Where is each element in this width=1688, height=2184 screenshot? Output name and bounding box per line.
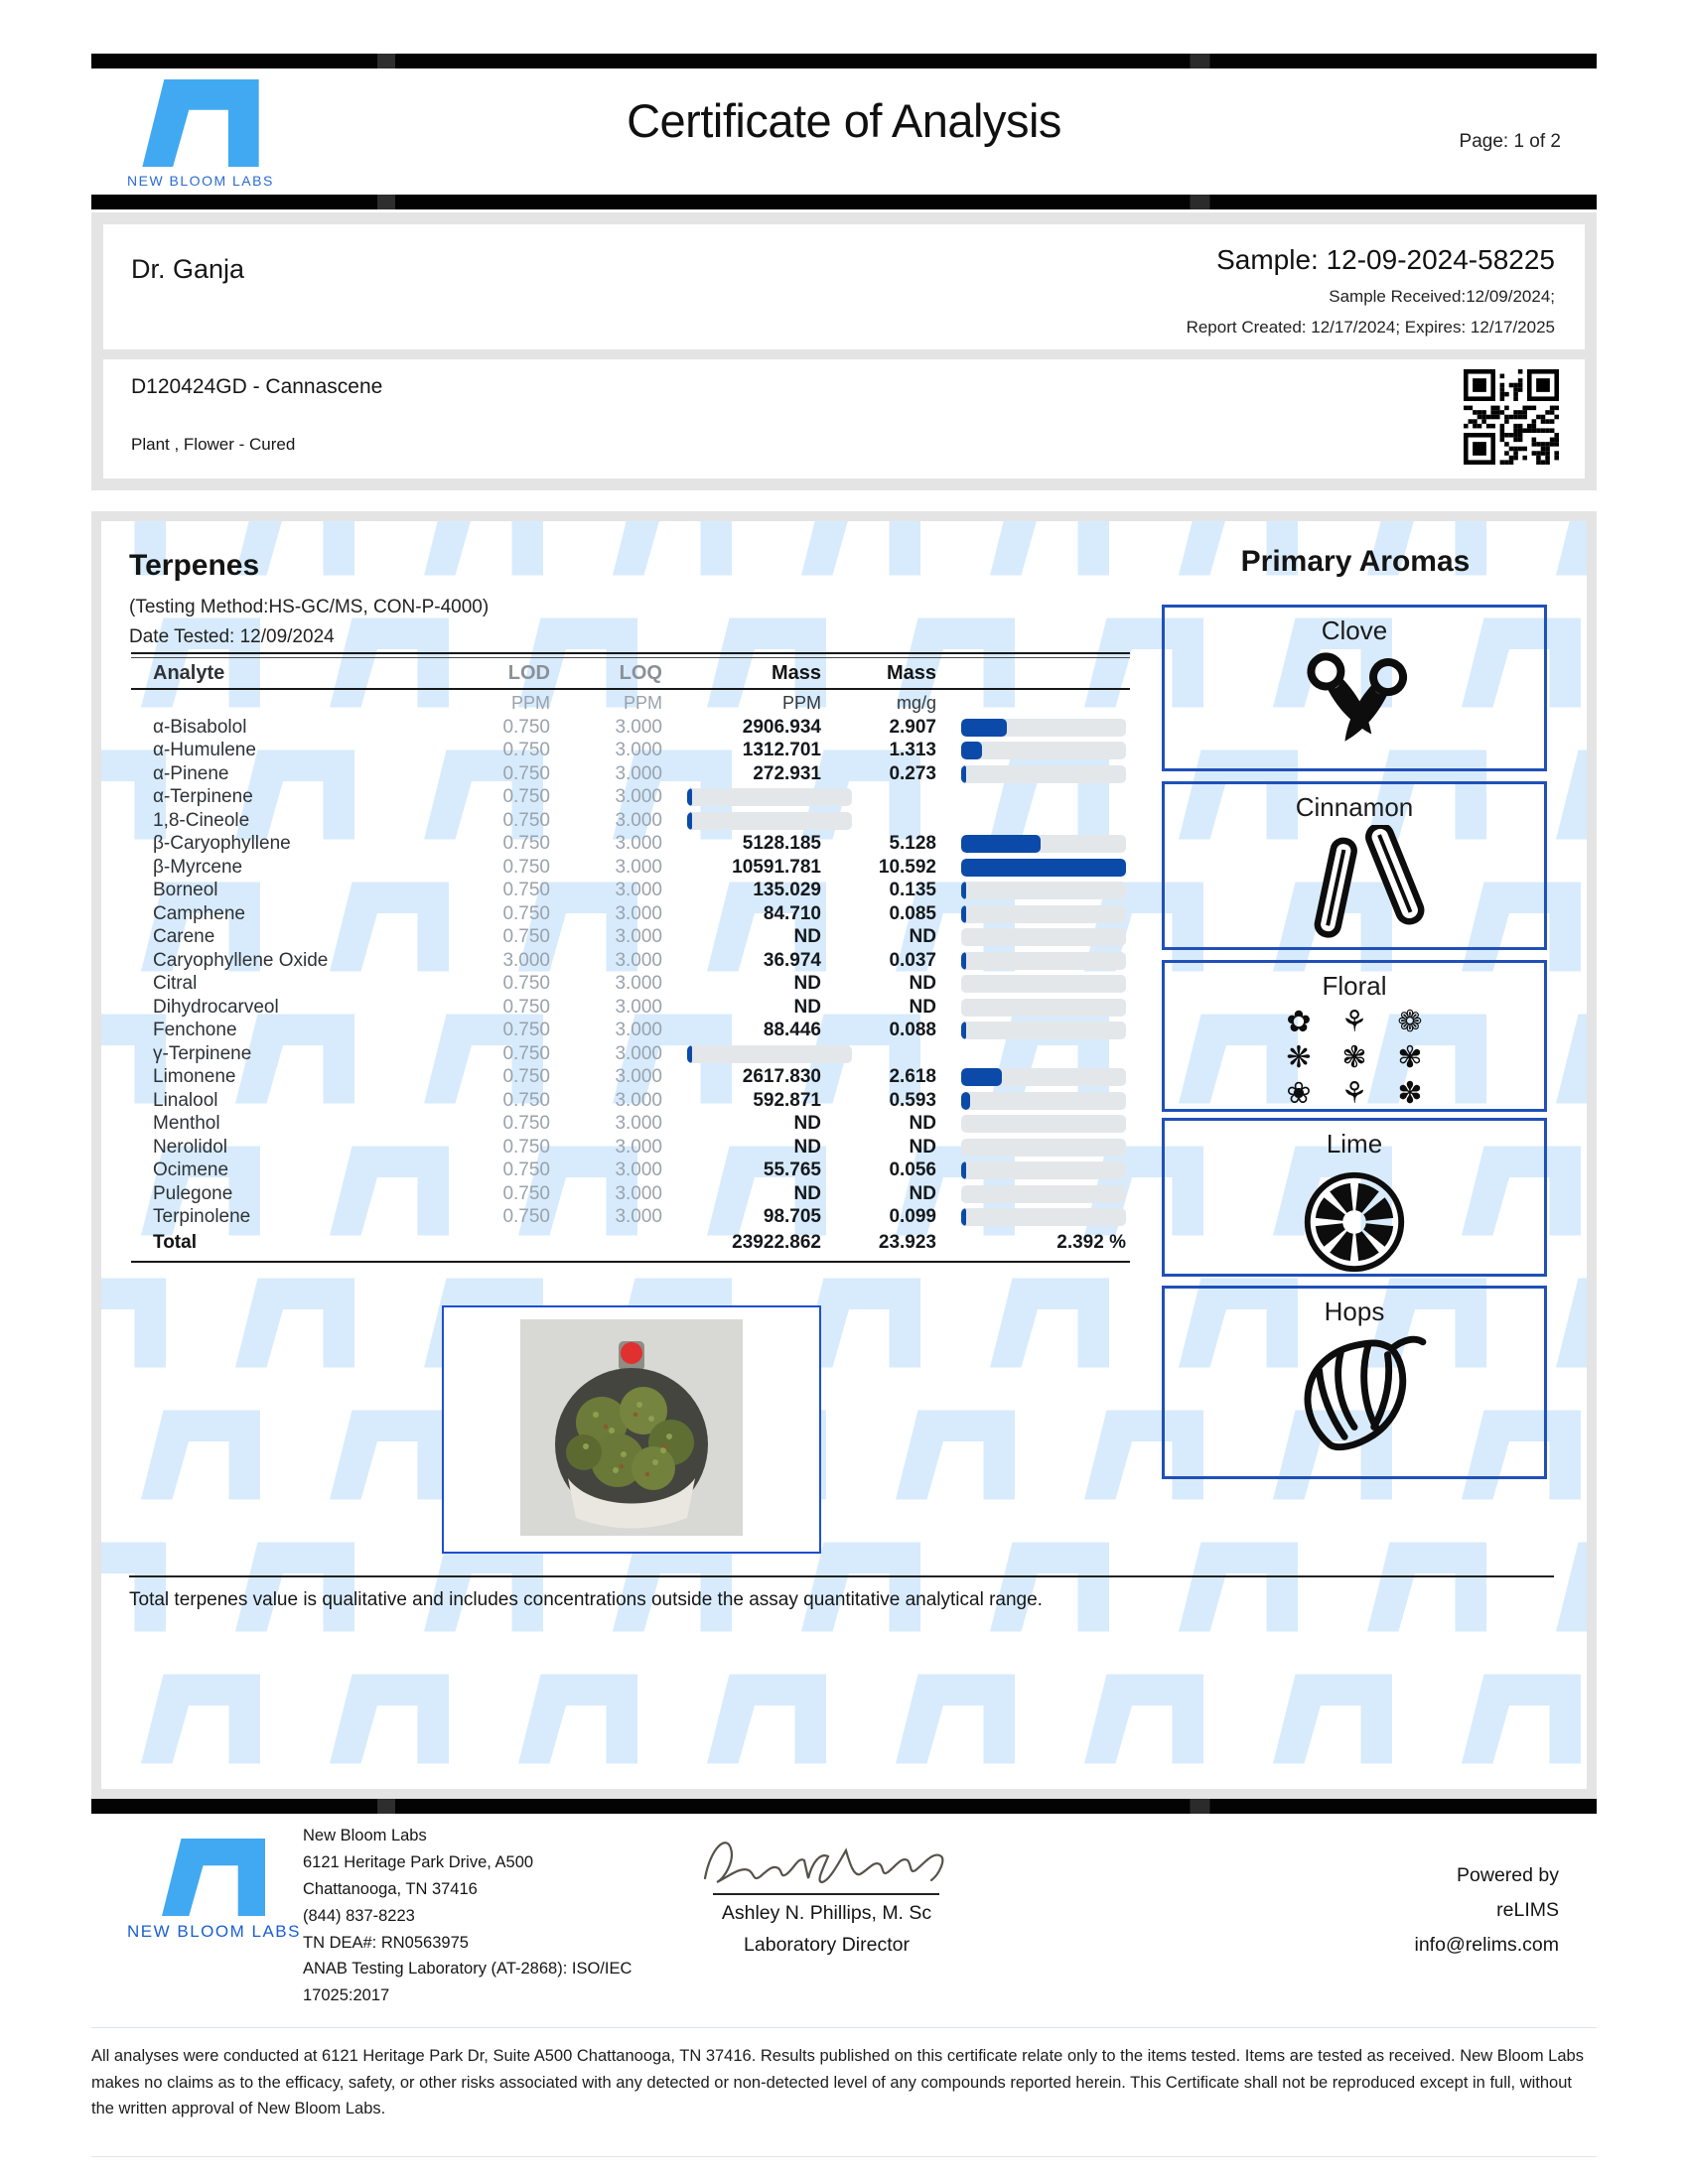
analyte-name: Terpinolene: [153, 1206, 251, 1228]
lod-value: 0.750: [502, 996, 550, 1018]
concentration-bar: [961, 1161, 1126, 1179]
table-bottom-rule: [131, 1261, 1130, 1263]
analyte-name: Dihydrocarveol: [153, 996, 279, 1018]
mass-ppm-value: ND: [793, 926, 821, 948]
lod-value: 0.750: [502, 926, 550, 948]
lod-value: 0.750: [502, 809, 550, 831]
mass-mg-value: ND: [909, 926, 936, 948]
mass-ppm-value: 98.705: [763, 1206, 821, 1228]
mass-mg-value: 5.128: [889, 833, 936, 855]
mass-mg-value: 10.592: [878, 856, 936, 878]
col-lod: LOD: [507, 661, 550, 684]
mass-ppm-value: 88.446: [763, 1020, 821, 1041]
mass-ppm-value: 1312.701: [742, 740, 821, 761]
concentration-bar: [961, 952, 1126, 970]
concentration-bar: [961, 975, 1126, 993]
floral-icon: [1165, 1006, 1544, 1111]
signature-line: [713, 1893, 939, 1895]
main-content-frame: [91, 511, 1597, 1799]
hops-icon: [1165, 1329, 1544, 1461]
loq-value: 3.000: [615, 996, 662, 1018]
flower-glyph: ⚘: [1340, 1077, 1368, 1110]
flower-glyph: ❃: [1341, 1041, 1367, 1074]
table-row: [131, 973, 1130, 997]
loq-value: 3.000: [615, 902, 662, 924]
address-line: New Bloom Labs: [303, 1827, 427, 1844]
mass-mg-value: ND: [909, 1182, 936, 1204]
mass-ppm-value: 592.871: [753, 1089, 821, 1111]
table-row: [131, 880, 1130, 903]
report-created: Report Created: 12/17/2024; Expires: 12/17/2025: [1186, 318, 1555, 337]
mass-ppm-value: 55.765: [763, 1160, 821, 1181]
flower-glyph: ❁: [1397, 1006, 1423, 1038]
table-total-row: [131, 1229, 1130, 1257]
signer-name: Ashley N. Phillips, M. Sc: [721, 1902, 932, 1924]
lod-value: 0.750: [502, 740, 550, 761]
mass-mg-value: 0.085: [889, 902, 936, 924]
powered-by-block: [1415, 1858, 1560, 1963]
terpenes-table: [131, 652, 1130, 1263]
page-number-label: Page: 1 of 2: [1459, 131, 1561, 152]
mass-mg-value: 0.273: [889, 762, 936, 784]
table-row: [131, 902, 1130, 926]
client-sample-box: [103, 224, 1585, 349]
loq-value: 3.000: [615, 856, 662, 878]
loq-value: 3.000: [615, 716, 662, 738]
table-row: [131, 996, 1130, 1020]
lims-name: reLIMS: [1496, 1899, 1559, 1922]
lod-value: 0.750: [502, 1066, 550, 1088]
main-content: [101, 521, 1587, 1789]
lod-value: 3.000: [502, 949, 550, 971]
testing-method: (Testing Method:HS-GC/MS, CON-P-4000): [129, 597, 490, 617]
concentration-bar: [687, 812, 852, 830]
header-divider-bar: [91, 195, 1597, 209]
sample-received: Sample Received:12/09/2024;: [1329, 287, 1555, 306]
mass-ppm-value: 2906.934: [742, 716, 821, 738]
loq-value: 3.000: [615, 1160, 662, 1181]
powered-by-label: Powered by: [1457, 1864, 1559, 1886]
lod-value: 0.750: [502, 856, 550, 878]
aroma-box-floral: [1162, 960, 1547, 1112]
flower-glyphs: [1165, 1006, 1544, 1111]
mass-ppm-value: ND: [793, 973, 821, 995]
analyte-name: Fenchone: [153, 1020, 237, 1041]
analyte-name: Pulegone: [153, 1182, 233, 1204]
table-row: [131, 1042, 1130, 1066]
mass-ppm-value: 5128.185: [742, 833, 821, 855]
mass-mg-value: 0.056: [889, 1160, 936, 1181]
analyte-name: Carene: [153, 926, 215, 948]
loq-value: 3.000: [615, 833, 662, 855]
cinnamon-icon: [1165, 825, 1544, 947]
lod-value: 0.750: [502, 1089, 550, 1111]
lab-address-block: [303, 1823, 632, 2009]
loq-value: 3.000: [615, 880, 662, 901]
mass-mg-value: ND: [909, 1113, 936, 1135]
table-row: [131, 740, 1130, 763]
loq-value: 3.000: [615, 1020, 662, 1041]
unit-mass-ppm: PPM: [781, 692, 821, 713]
loq-value: 3.000: [615, 949, 662, 971]
mass-ppm-value: 135.029: [753, 880, 821, 901]
mass-mg-value: 0.593: [889, 1089, 936, 1111]
footer-divider-bar: [91, 1799, 1597, 1814]
analyte-name: Linalool: [153, 1089, 218, 1111]
analyte-name: α-Bisabolol: [153, 716, 247, 738]
lod-value: 0.750: [502, 1182, 550, 1204]
table-row: [131, 1136, 1130, 1160]
address-line: 17025:2017: [303, 1986, 390, 2005]
concentration-bar: [961, 999, 1126, 1017]
table-row: [131, 1089, 1130, 1113]
mass-mg-value: 0.099: [889, 1206, 936, 1228]
lod-value: 0.750: [502, 1136, 550, 1158]
lod-value: 0.750: [502, 973, 550, 995]
qr-code: [1464, 369, 1559, 470]
concentration-bar: [961, 905, 1126, 923]
col-loq: LOQ: [619, 661, 662, 684]
lod-value: 0.750: [502, 902, 550, 924]
concentration-bar: [687, 788, 852, 806]
table-row: [131, 1206, 1130, 1230]
sample-header-frame: [91, 212, 1597, 490]
sample-batch-line: D120424GD - Cannascene: [131, 375, 383, 398]
col-mass-ppm: Mass: [771, 661, 821, 684]
loq-value: 3.000: [615, 786, 662, 808]
lims-email: info@relims.com: [1414, 1934, 1559, 1957]
loq-value: 3.000: [615, 740, 662, 761]
analyte-name: α-Terpinene: [153, 786, 253, 808]
loq-value: 3.000: [615, 926, 662, 948]
aroma-box-clove: [1162, 605, 1547, 771]
disclaimer-top-rule: [91, 2027, 1597, 2028]
analyte-name: Citral: [153, 973, 198, 995]
address-line: (844) 837-8223: [303, 1906, 415, 1925]
mass-ppm-value: ND: [793, 996, 821, 1018]
disclaimer-bottom-rule: [91, 2156, 1597, 2157]
col-mass-mg: Mass: [886, 661, 936, 684]
mass-ppm-value: 36.974: [763, 949, 821, 971]
mass-ppm-value: 10591.781: [732, 856, 821, 878]
analyte-name: Caryophyllene Oxide: [153, 949, 329, 971]
table-row: [131, 716, 1130, 740]
mass-ppm-value: ND: [793, 1182, 821, 1204]
concentration-bar: [961, 1185, 1126, 1203]
aroma-label: Floral: [1322, 971, 1387, 1001]
signature: [697, 1827, 950, 1899]
lod-value: 0.750: [502, 786, 550, 808]
flower-glyph: ✿: [1286, 1006, 1312, 1038]
terpenes-section-title: Terpenes: [129, 549, 260, 582]
flower-glyph: ❀: [1286, 1077, 1312, 1110]
loq-value: 3.000: [615, 973, 662, 995]
total-label: Total: [153, 1232, 197, 1253]
table-units-row: [131, 690, 1130, 716]
analyte-name: Menthol: [153, 1113, 220, 1135]
mass-mg-value: 2.618: [889, 1066, 936, 1088]
analyte-name: Nerolidol: [153, 1136, 227, 1158]
analyte-name: Ocimene: [153, 1160, 229, 1181]
address-line: Chattanooga, TN 37416: [303, 1879, 478, 1898]
sample-photo-frame: [442, 1305, 821, 1554]
concentration-bar: [961, 835, 1126, 853]
loq-value: 3.000: [615, 1182, 662, 1204]
loq-value: 3.000: [615, 762, 662, 784]
analyte-name: γ-Terpinene: [153, 1042, 252, 1064]
mass-ppm-value: 272.931: [753, 762, 821, 784]
brand-name: NEW BLOOM LABS: [127, 1922, 301, 1941]
lod-value: 0.750: [502, 1206, 550, 1228]
table-row: [131, 1113, 1130, 1137]
analyte-name: β-Myrcene: [153, 856, 243, 878]
aroma-label: Clove: [1321, 615, 1388, 645]
mass-mg-value: 2.907: [889, 716, 936, 738]
concentration-bar: [961, 928, 1126, 946]
lod-value: 0.750: [502, 1113, 550, 1135]
table-row: [131, 833, 1130, 857]
concentration-bar: [961, 882, 1126, 899]
analyte-name: Camphene: [153, 902, 245, 924]
client-name: Dr. Ganja: [131, 254, 245, 284]
terpenes-note: Total terpenes value is qualitative and includes concentrations outside the assay quantitative analytical range.: [129, 1589, 1043, 1610]
mass-ppm-value: [662, 788, 821, 806]
table-top-rule: [131, 652, 1130, 654]
mass-mg-value: ND: [909, 973, 936, 995]
flower-glyph: ❋: [1286, 1041, 1312, 1074]
mass-mg-value: [662, 788, 777, 806]
mass-ppm-value: [662, 812, 821, 830]
total-percent: 2.392 %: [1056, 1232, 1126, 1253]
mass-mg-value: 1.313: [889, 740, 936, 761]
loq-value: 3.000: [615, 1089, 662, 1111]
table-row: [131, 949, 1130, 973]
disclaimer-text: All analyses were conducted at 6121 Heritage Park Dr, Suite A500 Chattanooga, TN 37416. Results published on this certificate relate only to the items tested. Items are tested as received. New Bloom Labs makes no claims as to the efficacy, safety, or other risks associated with any detected or non-detected level of any compounds reported herein. This Certificate shall not be reproduced except in full, without the written approval of New Bloom Labs.: [91, 2047, 1584, 2118]
concentration-bar: [961, 859, 1126, 877]
table-row: [131, 926, 1130, 950]
flower-glyph: ✾: [1397, 1041, 1423, 1074]
analyte-name: α-Humulene: [153, 740, 256, 761]
concentration-bar: [961, 1115, 1126, 1133]
clove-icon: [1165, 648, 1544, 770]
loq-value: 3.000: [615, 809, 662, 831]
mass-mg-value: 0.135: [889, 880, 936, 901]
table-header-row: [131, 658, 1130, 688]
aroma-box-hops: [1162, 1286, 1547, 1479]
concentration-bar: [961, 1208, 1126, 1226]
sample-info-box: [103, 359, 1585, 478]
date-tested: Date Tested: 12/09/2024: [129, 626, 335, 647]
lod-value: 0.750: [502, 1042, 550, 1064]
analyte-name: β-Caryophyllene: [153, 833, 291, 855]
concentration-bar: [961, 1022, 1126, 1039]
table-row: [131, 1066, 1130, 1090]
col-analyte: Analyte: [153, 661, 225, 684]
concentration-bar: [961, 765, 1126, 783]
note-divider: [129, 1575, 1554, 1577]
mass-mg-value: 0.037: [889, 949, 936, 971]
mass-ppm-value: 2617.830: [742, 1066, 821, 1088]
mass-ppm-value: [662, 1045, 821, 1063]
top-divider-bar: [91, 54, 1597, 68]
sample-matrix-line: Plant , Flower - Cured: [131, 435, 296, 454]
total-ppm: 23922.862: [732, 1232, 821, 1253]
mass-ppm-value: ND: [793, 1113, 821, 1135]
table-row: [131, 1020, 1130, 1043]
address-line: TN DEA#: RN0563975: [303, 1933, 469, 1952]
footer-logo: [127, 1839, 301, 1942]
analyte-name: Limonene: [153, 1066, 236, 1088]
analyte-name: α-Pinene: [153, 762, 229, 784]
lod-value: 0.750: [502, 1160, 550, 1181]
new-bloom-logo-icon: [127, 1839, 301, 1916]
mass-mg-value: 0.088: [889, 1020, 936, 1041]
mass-mg-value: ND: [909, 1136, 936, 1158]
loq-value: 3.000: [615, 1206, 662, 1228]
loq-value: 3.000: [615, 1042, 662, 1064]
total-mg: 23.923: [878, 1232, 936, 1253]
mass-mg-value: [662, 812, 777, 830]
sample-meta: [1187, 244, 1555, 338]
table-row: [131, 809, 1130, 833]
lime-icon: [1165, 1161, 1544, 1288]
primary-aromas-title: Primary Aromas: [1240, 545, 1471, 578]
lod-value: 0.750: [502, 762, 550, 784]
analyte-name: 1,8-Cineole: [153, 809, 250, 831]
page-title: Certificate of Analysis: [627, 94, 1061, 147]
aroma-label: Lime: [1326, 1129, 1383, 1159]
address-line: ANAB Testing Laboratory (AT-2868): ISO/IEC: [303, 1960, 633, 1979]
aroma-box-lime: [1162, 1118, 1547, 1277]
table-row: [131, 856, 1130, 880]
loq-value: 3.000: [615, 1136, 662, 1158]
concentration-bar: [961, 1139, 1126, 1157]
lod-value: 0.750: [502, 880, 550, 901]
sample-photo: [520, 1319, 743, 1541]
table-row: [131, 1182, 1130, 1206]
signer-title: Laboratory Director: [744, 1934, 910, 1956]
analyte-name: Borneol: [153, 880, 218, 901]
loq-value: 3.000: [615, 1066, 662, 1088]
table-row: [131, 762, 1130, 786]
concentration-bar: [961, 742, 1126, 759]
address-line: 6121 Heritage Park Drive, A500: [303, 1852, 534, 1871]
table-row: [131, 1160, 1130, 1183]
lod-value: 0.750: [502, 716, 550, 738]
concentration-bar: [687, 1045, 852, 1063]
aroma-label: Cinnamon: [1295, 792, 1414, 822]
mass-ppm-value: ND: [793, 1136, 821, 1158]
loq-value: 3.000: [615, 1113, 662, 1135]
concentration-bar: [961, 1068, 1126, 1086]
sample-id-label: Sample: 12-09-2024-58225: [1216, 244, 1555, 275]
concentration-bar: [961, 1092, 1126, 1110]
terpene-rows: [131, 716, 1130, 1229]
lod-value: 0.750: [502, 1020, 550, 1041]
flower-glyph: ⚘: [1340, 1006, 1368, 1038]
mass-mg-value: ND: [909, 996, 936, 1018]
mass-ppm-value: 84.710: [763, 902, 821, 924]
concentration-bar: [961, 719, 1126, 737]
aroma-label: Hops: [1324, 1297, 1385, 1326]
brand-name: NEW BLOOM LABS: [127, 173, 274, 189]
mass-mg-value: [662, 1045, 777, 1063]
unit-loq: PPM: [623, 692, 662, 713]
unit-lod: PPM: [510, 692, 550, 713]
lod-value: 0.750: [502, 833, 550, 855]
unit-mass-mg: mg/g: [896, 692, 936, 713]
flower-glyph: ✽: [1397, 1077, 1423, 1110]
table-row: [131, 786, 1130, 810]
aroma-box-cinnamon: [1162, 781, 1547, 950]
